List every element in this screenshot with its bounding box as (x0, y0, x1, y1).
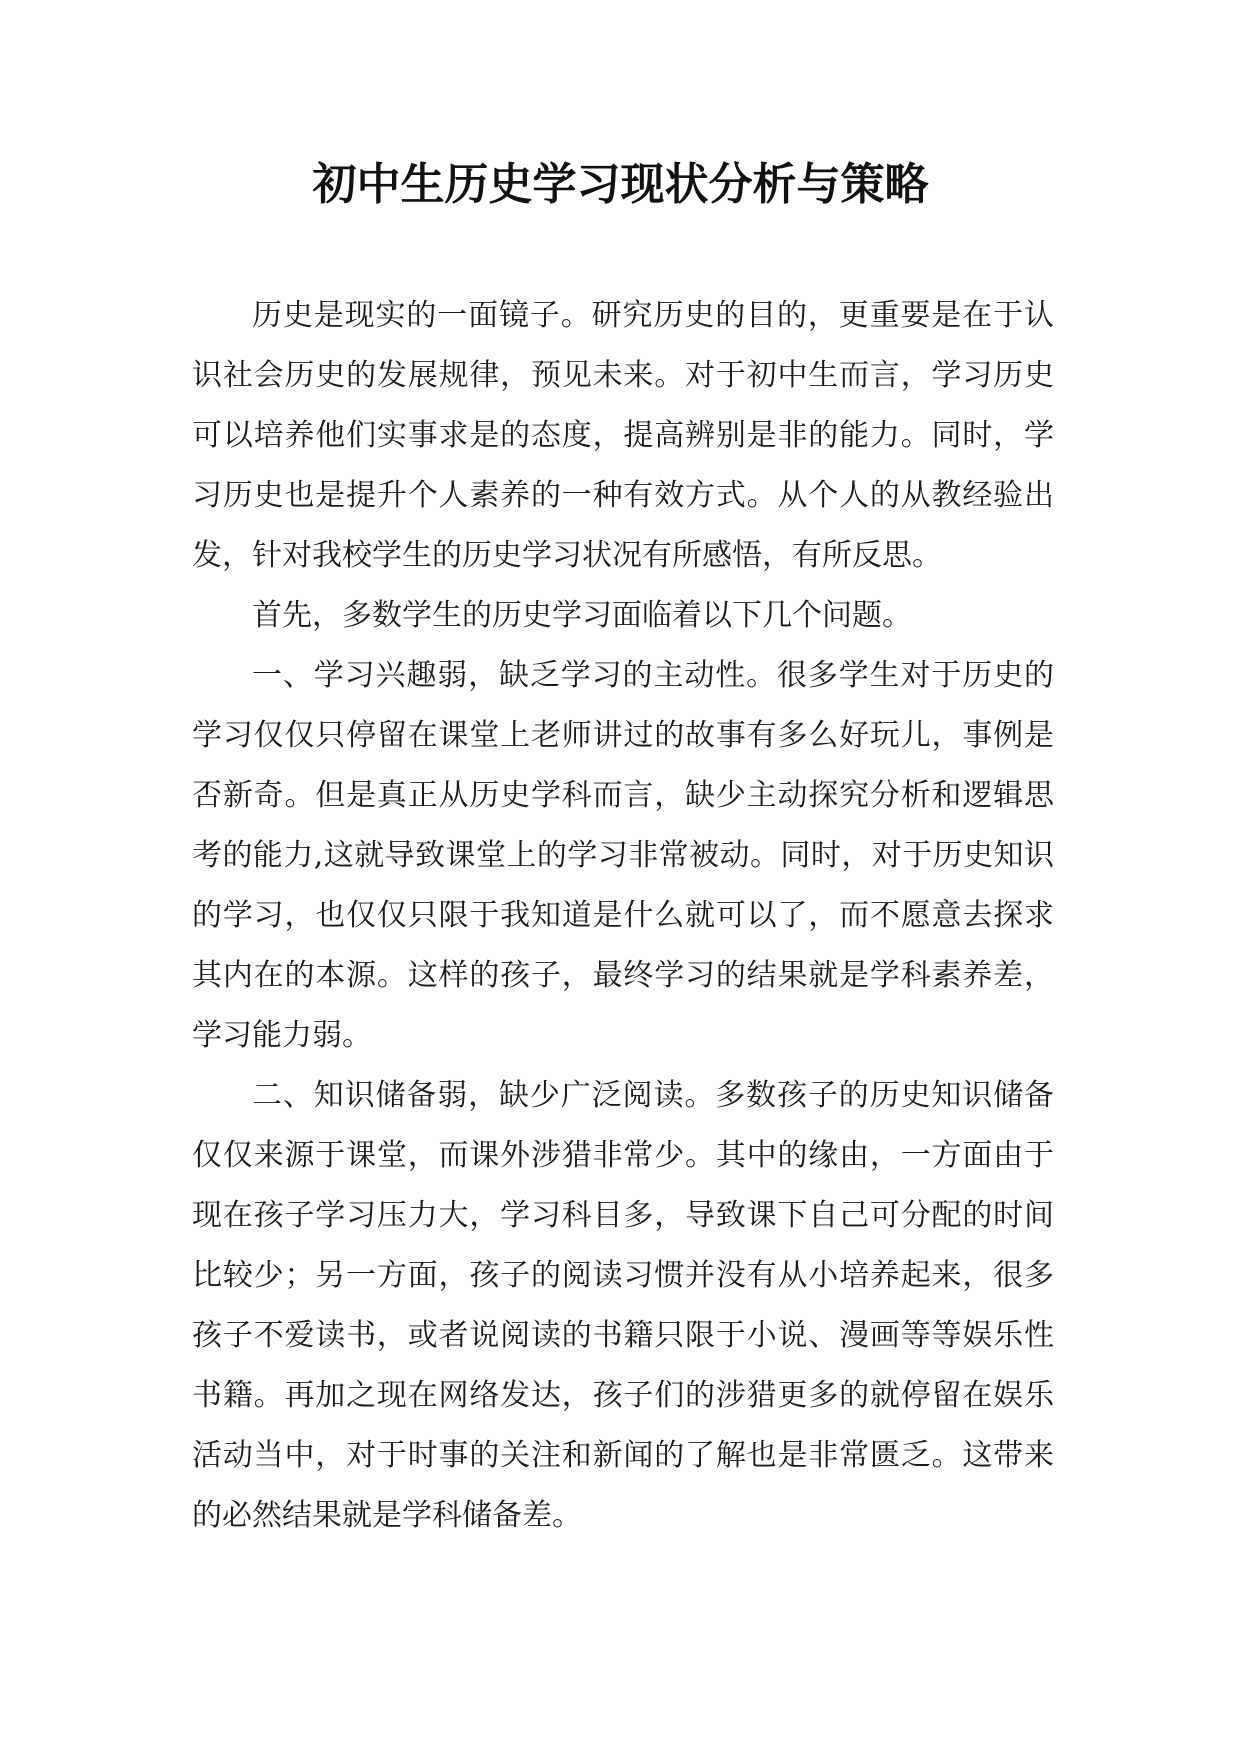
document-title: 初中生历史学习现状分析与策略 (312, 159, 929, 210)
document-body (192, 286, 1054, 1546)
paragraph-problems-lead: 首先，多数学生的历史学习面临着以下几个问题。 (252, 598, 912, 633)
paragraph-problem-one: 一、学习兴趣弱，缺乏学习的主动性。很多学生对于历史的学习仅仅只停留在课堂上老师讲过的故事有多么好玩儿，事例是否新奇。但是真正从历史学科而言，缺少主动探究分析和逻辑思考的能力,这就导致课堂上的学习非常被动。同时，对于历史知识的学习，也仅仅只限于我知道是什么就可以了，而不愿意去探求其内在的本源。这样的孩子，最终学习的结果就是学科素养差，学习能力弱。 (192, 658, 1054, 1053)
paragraph-intro: 历史是现实的一面镜子。研究历史的目的，更重要是在于认识社会历史的发展规律，预见未来。对于初中生而言，学习历史可以培养他们实事求是的态度，提高辨别是非的能力。同时，学习历史也是提升个人素养的一种有效方式。从个人的从教经验出发，针对我校学生的历史学习状况有所感悟，有所反思。 (192, 298, 1054, 573)
paragraph-problem-two: 二、知识储备弱，缺少广泛阅读。多数孩子的历史知识储备仅仅来源于课堂，而课外涉猎非常少。其中的缘由，一方面由于现在孩子学习压力大，学习科目多，导致课下自己可分配的时间比较少；另一方面，孩子的阅读习惯并没有从小培养起来，很多孩子不爱读书，或者说阅读的书籍只限于小说、漫画等等娱乐性书籍。再加之现在网络发达，孩子们的涉猎更多的就停留在娱乐活动当中，对于时事的关注和新闻的了解也是非常匮乏。这带来的必然结果就是学科储备差。 (192, 1078, 1054, 1533)
